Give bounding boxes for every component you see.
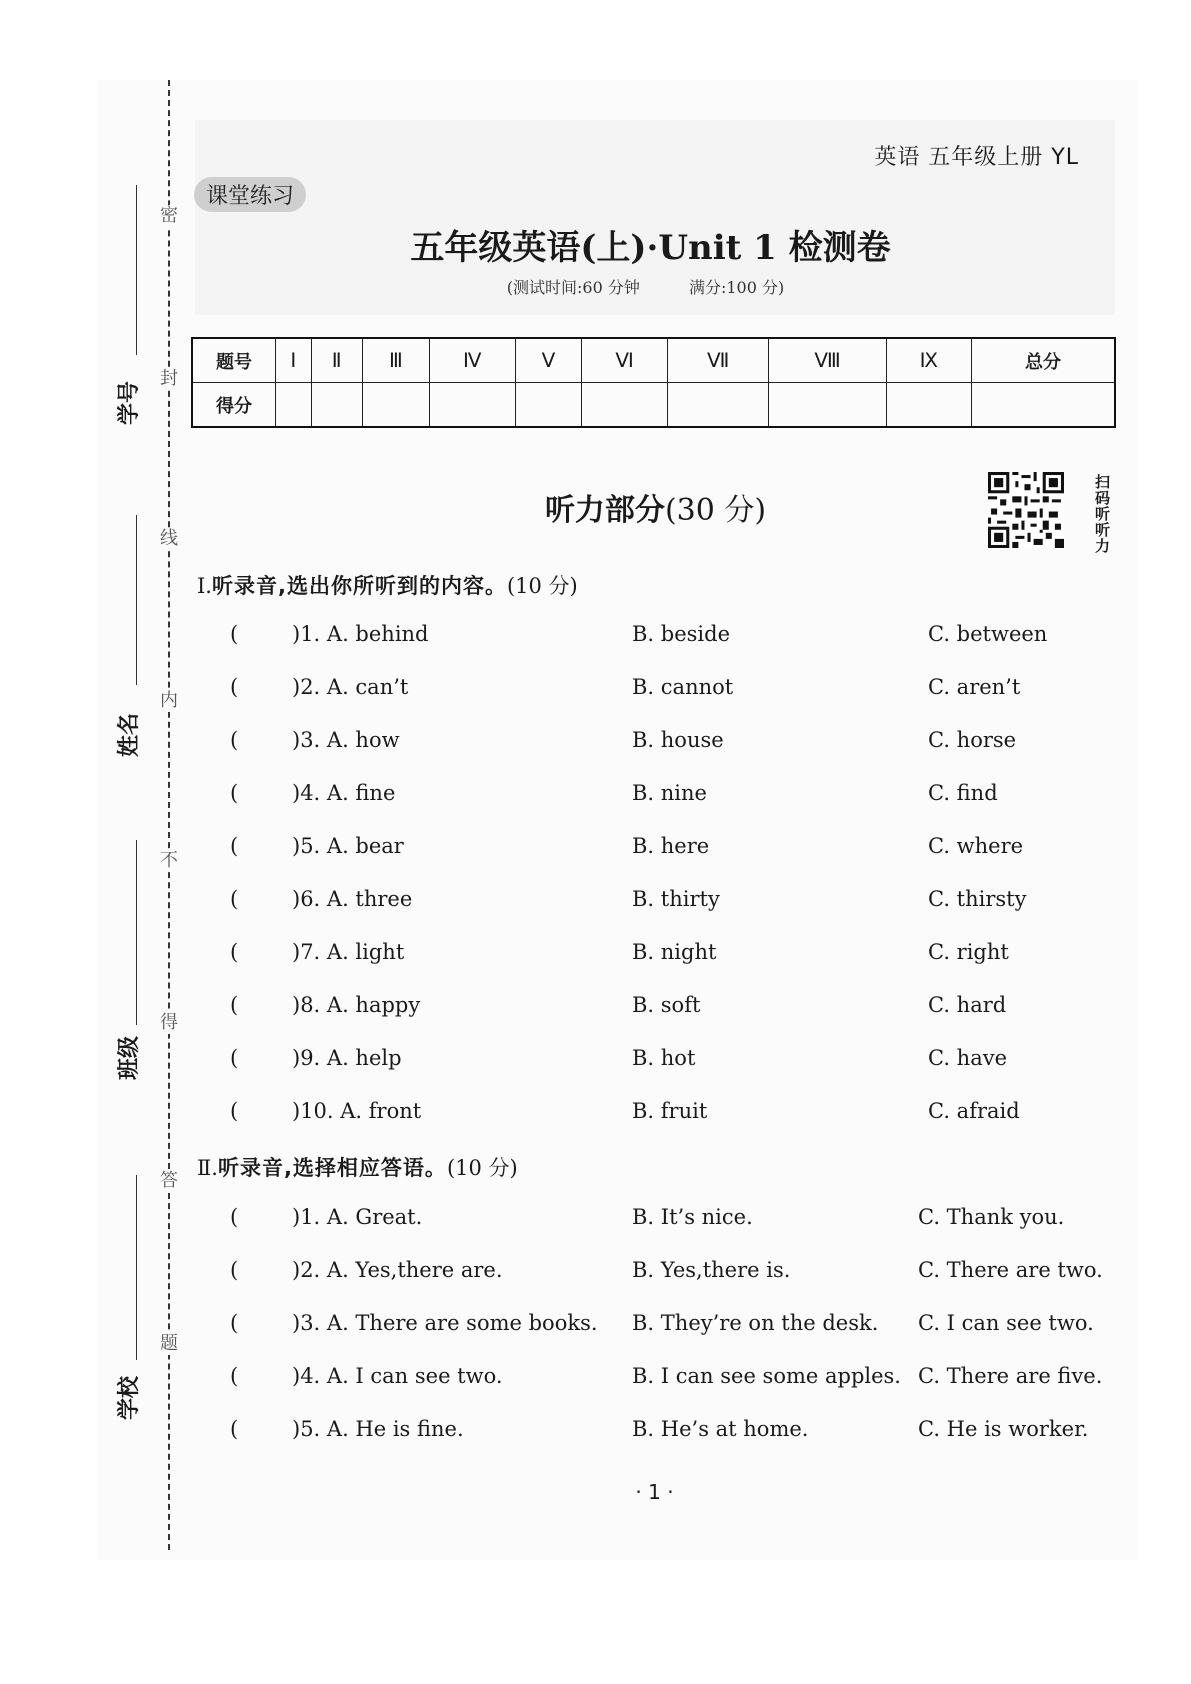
option-c: C. I can see two.: [918, 1311, 1094, 1335]
option-a: )4. A. fine: [292, 781, 396, 805]
option-a: )2. A. Yes,there are.: [292, 1258, 503, 1282]
answer-blank[interactable]: (: [230, 1364, 239, 1388]
option-c: C. between: [928, 622, 1048, 646]
option-b: B. night: [632, 940, 717, 964]
total-score-cell[interactable]: [972, 383, 1116, 428]
part2-heading: [197, 1152, 518, 1182]
column-header: Ⅶ: [667, 338, 768, 383]
full-score: 满分:100 分): [688, 278, 785, 297]
column-header: Ⅸ: [886, 338, 971, 383]
score-cell[interactable]: [276, 383, 312, 428]
column-header: Ⅳ: [429, 338, 515, 383]
part2-numeral: Ⅱ.: [197, 1156, 218, 1180]
option-b: B. He’s at home.: [632, 1417, 809, 1441]
answer-blank[interactable]: (: [230, 940, 239, 964]
question-number-label: 题号: [192, 338, 276, 383]
student-id-label: 学号: [117, 380, 142, 425]
option-b: B. I can see some apples.: [632, 1364, 901, 1388]
score-cell[interactable]: [886, 383, 971, 428]
option-b: B. fruit: [632, 1099, 708, 1123]
answer-blank[interactable]: (: [230, 1046, 239, 1070]
student-id-field[interactable]: [136, 185, 137, 355]
column-header: Ⅰ: [276, 338, 312, 383]
option-b: B. Yes,there is.: [632, 1258, 791, 1282]
option-c: C. aren’t: [928, 675, 1021, 699]
option-a: )1. A. behind: [292, 622, 429, 646]
school-field[interactable]: [136, 1175, 137, 1360]
option-a: )10. A. front: [292, 1099, 422, 1123]
option-a: )2. A. can’t: [292, 675, 409, 699]
column-header: Ⅷ: [769, 338, 886, 383]
option-c: C. afraid: [928, 1099, 1020, 1123]
answer-blank[interactable]: (: [230, 781, 239, 805]
column-header: Ⅴ: [515, 338, 582, 383]
seal-char: 内: [160, 690, 178, 711]
option-b: B. thirty: [632, 887, 720, 911]
score-cell[interactable]: [769, 383, 886, 428]
total-header: 总分: [972, 338, 1116, 383]
class-field[interactable]: [136, 840, 137, 1025]
option-c: C. where: [928, 834, 1024, 858]
qr-label-char: 听: [1095, 505, 1111, 523]
answer-blank[interactable]: (: [230, 622, 239, 646]
score-cell[interactable]: [429, 383, 515, 428]
option-c: C. right: [928, 940, 1009, 964]
option-a: )8. A. happy: [292, 993, 421, 1017]
seal-char: 题: [160, 1333, 178, 1354]
option-a: )5. A. bear: [292, 834, 404, 858]
option-a: )7. A. light: [292, 940, 405, 964]
option-b: B. house: [632, 728, 724, 752]
option-b: B. soft: [632, 993, 701, 1017]
column-header: Ⅱ: [311, 338, 362, 383]
qr-label-char: 听: [1095, 521, 1111, 539]
answer-blank[interactable]: (: [230, 728, 239, 752]
answer-blank[interactable]: (: [230, 887, 239, 911]
score-cell[interactable]: [582, 383, 668, 428]
option-b: B. beside: [632, 622, 731, 646]
score-cell[interactable]: [667, 383, 768, 428]
part2-instruction: 听录音,选择相应答语。: [217, 1156, 447, 1180]
part1-heading: [197, 570, 578, 600]
option-c: C. horse: [928, 728, 1017, 752]
part1-numeral: Ⅰ.: [197, 574, 212, 598]
answer-blank[interactable]: (: [230, 675, 239, 699]
answer-blank[interactable]: (: [230, 993, 239, 1017]
option-b: B. nine: [632, 781, 707, 805]
qr-label: [1095, 474, 1115, 554]
score-table: [191, 337, 1116, 428]
name-label: 姓名: [117, 712, 142, 757]
score-table-header-row: [192, 338, 1115, 383]
answer-blank[interactable]: (: [230, 1417, 239, 1441]
cut-line: [168, 80, 170, 1550]
test-info: [0, 275, 1191, 298]
option-b: B. here: [632, 834, 710, 858]
score-label: 得分: [192, 383, 276, 428]
seal-char: 密: [160, 205, 178, 226]
class-label: 班级: [117, 1035, 142, 1080]
qr-label-char: 扫: [1095, 473, 1111, 491]
score-cell[interactable]: [311, 383, 362, 428]
seal-char: 答: [160, 1170, 178, 1191]
option-a: )6. A. three: [292, 887, 413, 911]
answer-blank[interactable]: (: [230, 1205, 239, 1229]
score-table-score-row: [192, 383, 1115, 428]
option-b: B. hot: [632, 1046, 696, 1070]
score-cell[interactable]: [362, 383, 429, 428]
answer-blank[interactable]: (: [230, 1258, 239, 1282]
option-a: )3. A. how: [292, 728, 400, 752]
page-number: · 1 ·: [635, 1480, 674, 1504]
name-field[interactable]: [136, 515, 137, 685]
option-c: C. find: [928, 781, 998, 805]
score-cell[interactable]: [515, 383, 582, 428]
seal-char: 封: [160, 368, 178, 389]
qr-label-char: 码: [1095, 489, 1111, 507]
seal-char: 不: [160, 850, 178, 871]
seal-char: 线: [160, 528, 178, 549]
qr-code-icon[interactable]: [988, 472, 1064, 548]
option-a: )3. A. There are some books.: [292, 1311, 598, 1335]
page-title: 五年级英语(上)·Unit 1 检测卷: [410, 228, 891, 268]
section-badge: 课堂练习: [194, 177, 306, 212]
part2-points: (10 分): [446, 1156, 518, 1180]
option-b: B. They’re on the desk.: [632, 1311, 879, 1335]
qr-label-char: 力: [1095, 537, 1111, 555]
listening-title: 听力部分: [544, 493, 665, 528]
option-a: )9. A. help: [292, 1046, 402, 1070]
option-c: C. There are two.: [918, 1258, 1103, 1282]
column-header: Ⅲ: [362, 338, 429, 383]
option-b: B. cannot: [632, 675, 734, 699]
option-c: C. hard: [928, 993, 1007, 1017]
part1-points: (10 分): [506, 574, 578, 598]
option-c: C. thirsty: [928, 887, 1027, 911]
listening-score: (30 分): [664, 493, 767, 528]
answer-blank[interactable]: (: [230, 1099, 239, 1123]
option-c: C. There are five.: [918, 1364, 1103, 1388]
option-c: C. Thank you.: [918, 1205, 1065, 1229]
option-b: B. It’s nice.: [632, 1205, 753, 1229]
option-a: )4. A. I can see two.: [292, 1364, 503, 1388]
book-info: 英语 五年级上册 YL: [874, 145, 1079, 170]
answer-blank[interactable]: (: [230, 1311, 239, 1335]
option-a: )5. A. He is fine.: [292, 1417, 464, 1441]
option-a: )1. A. Great.: [292, 1205, 423, 1229]
option-c: C. He is worker.: [918, 1417, 1089, 1441]
answer-blank[interactable]: (: [230, 834, 239, 858]
school-label: 学校: [117, 1375, 142, 1420]
option-c: C. have: [928, 1046, 1008, 1070]
test-time: (测试时间:60 分钟: [506, 278, 640, 297]
part1-instruction: 听录音,选出你所听到的内容。: [211, 574, 507, 598]
column-header: Ⅵ: [582, 338, 668, 383]
seal-char: 得: [160, 1012, 178, 1033]
